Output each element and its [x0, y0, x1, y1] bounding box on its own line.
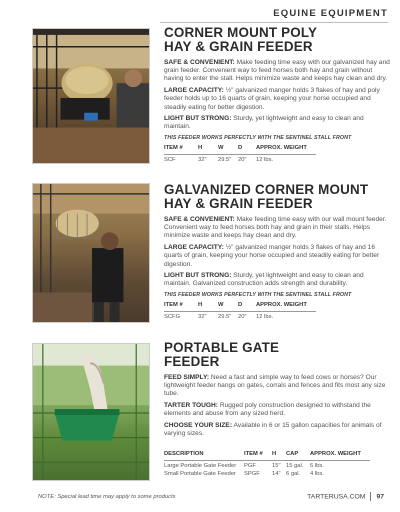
spec-table: DESCRIPTION ITEM # H CAP APPROX. WEIGHT Large Portable Gate Feeder PGF 15" 15 gal. 6 lbs. Small Portable Gate Feeder SPGF 14" 6 gal. 4 lbs. [164, 450, 370, 477]
site-url[interactable]: TARTERUSA.COM [307, 493, 366, 501]
section-header: EQUINE EQUIPMENT [273, 8, 388, 19]
product-section-corner-poly-feeder [164, 26, 390, 163]
feature-paragraph: SAFE & CONVENIENT: Make feeding time easy with our galvanized hay and grain feeder. Convenient way to feed horses both hay and grain without having to enter the stall. Helps minimize waste and keeps hay clean and dry. [164, 59, 390, 83]
feature-paragraph: LARGE CAPACITY: ½" galvanized manger holds 3 flakes of hay and 16 quarts of grain, keeping your horse occupied and steadily eating for better digestion. [164, 244, 380, 268]
table-row: Large Portable Gate Feeder PGF 15" 15 gal. 6 lbs. [164, 463, 324, 470]
header-divider [160, 22, 388, 23]
page-number: 97 [376, 493, 384, 501]
feature-paragraph: TARTER TOUGH: Rugged poly construction designed to withstand the elements and abuse from any sized herd. [164, 402, 371, 418]
product-title: PORTABLE GATE FEEDER [164, 340, 280, 369]
product-photo-portable-gate-feeder [32, 343, 150, 481]
compatibility-note: THIS FEEDER WORKS PERFECTLY WITH THE SENTINEL STALL FRONT [164, 292, 352, 299]
compatibility-note: THIS FEEDER WORKS PERFECTLY WITH THE SENTINEL STALL FRONT [164, 135, 352, 142]
feature-paragraph: CHOOSE YOUR SIZE: Available in 6 or 15 gallon capacities for animals of varying sizes. [164, 422, 382, 438]
table-row: Small Portable Gate Feeder SPGF 14" 6 gal. 4 lbs. [164, 471, 324, 478]
table-row: SCFG 32" 29.5" 20" 12 lbs. [164, 314, 274, 321]
footer-divider [370, 492, 371, 501]
product-photo-corner-poly-feeder [32, 28, 150, 164]
spec-table: ITEM # H W D APPROX. WEIGHT SCF 32" 29.5" 20" 12 lbs. [164, 144, 316, 163]
feature-paragraph: SAFE & CONVENIENT: Make feeding time easy with our wall mount feeder. Convenient way to feed horses both hay and grain in their stalls. Helps minimize waste and keeps hay clean and dry. [164, 216, 387, 240]
product-section-portable-gate-feeder [164, 341, 390, 477]
footer-site-page [307, 492, 384, 501]
product-section-galvanized-feeder [164, 183, 390, 320]
product-title: GALVANIZED CORNER MOUNT HAY & GRAIN FEEDER [164, 182, 369, 211]
feature-paragraph: FEED SIMPLY: Need a fast and simple way to feed cows or horses? Our lightweight feeder hangs on gates, corrals and fences and fits most any size tube. [164, 374, 386, 398]
feature-paragraph: LARGE CAPACITY: ½" galvanized manger holds 3 flakes of hay and poly feeder holds up to 16 quarts of grain, keeping your horse occupied and steadily eating for better digestion. [164, 87, 380, 111]
product-photo-galvanized-feeder [32, 183, 150, 323]
feature-paragraph: LIGHT BUT STRONG: Sturdy, yet lightweight and easy to clean and maintain. [164, 115, 364, 131]
spec-table: ITEM # H W D APPROX. WEIGHT SCFG 32" 29.5" 20" 12 lbs. [164, 301, 316, 320]
table-row: SCF 32" 29.5" 20" 12 lbs. [164, 157, 274, 164]
product-title: CORNER MOUNT POLY HAY & GRAIN FEEDER [164, 25, 318, 54]
feature-paragraph: LIGHT BUT STRONG: Sturdy, yet lightweight and easy to clean and maintain. Galvanized construction adds strength and durability. [164, 272, 364, 288]
footer-note: NOTE: Special lead time may apply to some products [38, 494, 176, 500]
